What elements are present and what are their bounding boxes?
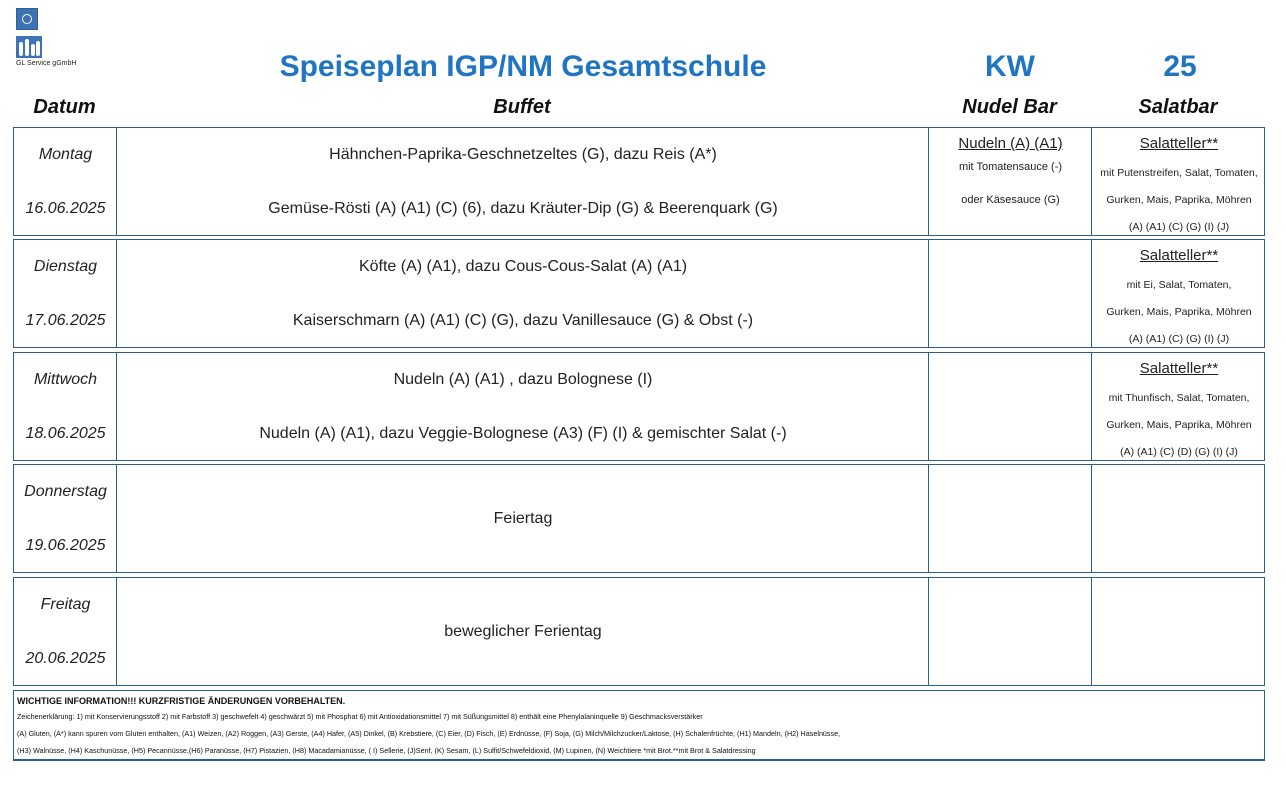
week-number: 25 (1163, 50, 1197, 83)
buffet-meal-2: Kaiserschmarn (A) (A1) (C) (G), dazu Vanillesauce (G) & Obst (-) (292, 312, 754, 329)
buffet-meal-1: Köfte (A) (A1), dazu Cous-Cous-Salat (A) (A1) (358, 258, 688, 275)
buffet-meal-1: Nudeln (A) (A1) , dazu Bolognese (I) (393, 371, 653, 388)
weekday: Donnerstag (24, 483, 107, 500)
salatbar-allergens: (A) (A1) (C) (G) (I) (J) (1128, 333, 1230, 345)
company-name: GL Service gGmbH (16, 60, 77, 67)
column-header-buffet: Buffet (493, 96, 551, 118)
buffet-meal-1: Hähnchen-Paprika-Geschnetzeltes (G), dazu Reis (A*) (329, 146, 717, 163)
salatbar-title: Salatteller** (1139, 135, 1219, 152)
day-row-freitag (13, 577, 1265, 686)
info-legend-allergens-1: (A) Gluten, (A*) kann spuren vom Gluten enthalten, (A1) Weizen, (A2) Roggen, (A3) Gerste, (A4) Hafer, (A5) Dinkel, (B) Krebstiere, (C) Eier, (D) Fisch, (E) Erdnüsse, (F) Soja, (G) Milch/Milchzucker/Laktose, (H) Schalenfrüchte, (H1) Mandeln, (H2) Haselnüsse, (17, 729, 841, 738)
buffet-cell (117, 128, 929, 235)
company-logo (16, 8, 96, 67)
salatbar-cell (1092, 578, 1264, 685)
column-header-salatbar: Salatbar (1138, 96, 1218, 118)
weekday: Montag (38, 146, 93, 163)
salatbar-line-1: mit Putenstreifen, Salat, Tomaten, (1100, 167, 1258, 179)
salatbar-title: Salatteller** (1139, 247, 1219, 264)
week-label: KW (985, 50, 1035, 83)
salatbar-cell (1092, 240, 1264, 347)
date: 18.06.2025 (25, 425, 106, 442)
nudel-bar-cell (929, 128, 1092, 235)
date: 16.06.2025 (25, 200, 106, 217)
salatbar-allergens: (A) (A1) (C) (D) (G) (I) (J) (1120, 446, 1238, 458)
salatbar-line-1: mit Ei, Salat, Tomaten, (1126, 279, 1232, 291)
salatbar-allergens: (A) (A1) (C) (G) (I) (J) (1128, 221, 1230, 233)
info-legend-allergens-2: (H3) Walnüsse, (H4) Kaschunüsse, (H5) Pecannüsse,(H6) Paranüsse, (H7) Pistazien, (H8) Macadamianüsse, ( I) Sellerie, (J)Senf, (K) Sesam, (L) Sulfit/Schwefeldioxid, (M) Lupinen, (N) Weichtiere *mit Brot.**mit Brot & Salatdressing (17, 746, 756, 755)
info-heading: WICHTIGE INFORMATION!!! KURZFRISTIGE ÄNDERUNGEN VORBEHALTEN. (17, 696, 346, 706)
nudel-bar-sauce-2: oder Käsesauce (G) (961, 194, 1060, 206)
date: 20.06.2025 (25, 650, 106, 667)
column-header-date: Datum (33, 96, 96, 118)
page-title: Speiseplan IGP/NM Gesamtschule (279, 50, 767, 83)
date: 19.06.2025 (25, 537, 106, 554)
allergen-info-box (13, 690, 1265, 761)
logo-emblem-icon (16, 8, 38, 30)
nudel-bar-cell (929, 353, 1092, 460)
weekday: Dienstag (33, 258, 98, 275)
nudel-bar-cell (929, 240, 1092, 347)
buffet-holiday: Feiertag (493, 510, 553, 527)
buffet-cell (117, 353, 929, 460)
buffet-holiday: beweglicher Ferientag (444, 623, 602, 640)
salatbar-line-1: mit Thunfisch, Salat, Tomaten, (1108, 392, 1250, 404)
nudel-bar-cell (929, 578, 1092, 685)
buffet-cell (117, 578, 929, 685)
date-cell (14, 465, 117, 572)
salatbar-cell (1092, 128, 1264, 235)
day-row-montag (13, 127, 1265, 236)
weekday: Mittwoch (33, 371, 98, 388)
salatbar-line-2: Gurken, Mais, Paprika, Möhren (1106, 419, 1252, 431)
date-cell (14, 240, 117, 347)
buffet-meal-2: Nudeln (A) (A1), dazu Veggie-Bolognese (A3) (F) (I) & gemischter Salat (-) (259, 425, 787, 442)
salatbar-title: Salatteller** (1139, 360, 1219, 377)
salatbar-line-2: Gurken, Mais, Paprika, Möhren (1106, 194, 1252, 206)
info-legend-additives: Zeichenerklärung: 1) mit Konservierungsstoff 2) mit Farbstoff 3) geschwefelt 4) geschwärzt 5) mit Phosphat 6) mit Antioxidationsmittel 7) mit Süßungsmittel 8) enthält eine Phenylalaninquelle 9) Geschmacksverstärker (17, 712, 703, 721)
nudel-bar-title: Nudeln (A) (A1) (958, 135, 1063, 152)
buffet-cell (117, 240, 929, 347)
salatbar-line-2: Gurken, Mais, Paprika, Möhren (1106, 306, 1252, 318)
weekday: Freitag (40, 596, 91, 613)
column-header-nudel-bar: Nudel Bar (962, 96, 1057, 118)
nudel-bar-sauce-1: mit Tomatensauce (-) (958, 161, 1063, 173)
day-row-dienstag (13, 239, 1265, 348)
day-row-donnerstag (13, 464, 1265, 573)
day-row-mittwoch (13, 352, 1265, 461)
date-cell (14, 128, 117, 235)
salatbar-cell (1092, 353, 1264, 460)
logo-people-icon (16, 36, 42, 58)
salatbar-cell (1092, 465, 1264, 572)
buffet-meal-2: Gemüse-Rösti (A) (A1) (C) (6), dazu Kräuter-Dip (G) & Beerenquark (G) (268, 200, 778, 217)
date: 17.06.2025 (25, 312, 106, 329)
date-cell (14, 353, 117, 460)
date-cell (14, 578, 117, 685)
buffet-cell (117, 465, 929, 572)
nudel-bar-cell (929, 465, 1092, 572)
